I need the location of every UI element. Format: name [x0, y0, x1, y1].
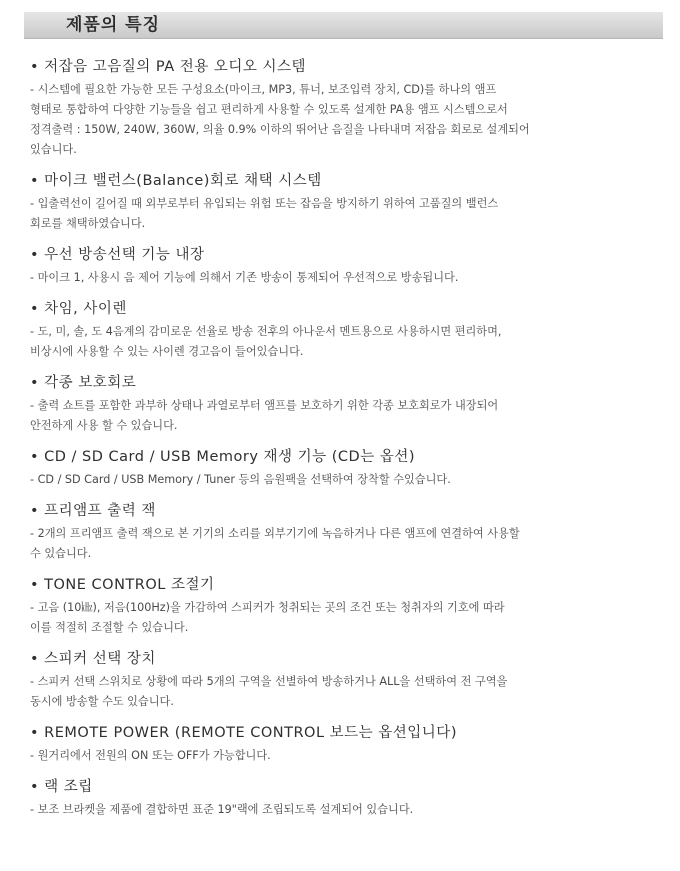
- feature-title: • 우선 방송선택 기능 내장: [30, 247, 205, 263]
- feature-description-line: - 보조 브라켓을 제품에 결합하면 표준 19"랙에 조립되도록 설계되어 있습니다.: [30, 803, 414, 816]
- section-header-bar: [24, 12, 663, 39]
- feature-description-line: 동시에 방송할 수도 있습니다.: [30, 695, 174, 708]
- section-spacer: [30, 638, 666, 648]
- feature-description-line: 이를 적절히 조절할 수 있습니다.: [30, 621, 189, 634]
- feature-title: • 마이크 밸런스(Balance)회로 채택 시스템: [30, 173, 322, 189]
- feature-description-line: 있습니다.: [30, 143, 77, 156]
- feature-list: [30, 56, 666, 820]
- page-title: 제품의 특징: [66, 15, 161, 35]
- feature-description-line: - 마이크 1, 사용시 음 제어 기능에 의해서 기존 방송이 통제되어 우선적으로 방송됩니다.: [30, 271, 459, 284]
- feature-title: • 각종 보호회로: [30, 375, 137, 391]
- feature-description-line: 정격출력 : 150W, 240W, 360W, 의율 0.9% 이하의 뛰어난 음질을 나타내며 저잡음 회로로 설계되어: [30, 123, 530, 136]
- feature-section: [30, 446, 666, 490]
- feature-title: • REMOTE POWER (REMOTE CONTROL 보드는 옵션입니다): [30, 725, 457, 741]
- section-spacer: [30, 160, 666, 170]
- feature-section: [30, 500, 666, 564]
- feature-title: • CD / SD Card / USB Memory 재생 기능 (CD는 옵션): [30, 449, 415, 465]
- feature-section: [30, 170, 666, 234]
- feature-description-line: 회로를 채택하였습니다.: [30, 217, 146, 230]
- feature-section: [30, 244, 666, 288]
- section-spacer: [30, 436, 666, 446]
- feature-section: [30, 56, 666, 160]
- feature-title: • 스피커 선택 장치: [30, 651, 156, 667]
- feature-section: [30, 648, 666, 712]
- feature-description-line: 수 있습니다.: [30, 547, 92, 560]
- feature-description-line: 형태로 통합하여 다양한 기능들을 쉽고 편리하게 사용할 수 있도록 설계한 PA용 앰프 시스템으로서: [30, 103, 508, 116]
- feature-description-line: - 스피커 선택 스위치로 상황에 따라 5개의 구역을 선별하여 방송하거나 ALL을 선택하여 전 구역을: [30, 675, 508, 688]
- feature-description-line: - 고음 (10㎑), 저음(100Hz)을 가감하여 스피커가 청취되는 곳의 조건 또는 청취자의 기호에 따라: [30, 601, 505, 614]
- section-spacer: [30, 288, 666, 298]
- feature-section: [30, 372, 666, 436]
- section-spacer: [30, 564, 666, 574]
- feature-description-line: - 출력 쇼트를 포함한 과부하 상태나 과열로부터 앰프를 보호하기 위한 각종 보호회로가 내장되어: [30, 399, 499, 412]
- feature-title: • 저잡음 고음질의 PA 전용 오디오 시스템: [30, 59, 307, 75]
- feature-title: • 프리앰프 출력 잭: [30, 503, 156, 519]
- section-spacer: [30, 362, 666, 372]
- feature-description-line: - 시스템에 필요한 가능한 모든 구성요소(마이크, MP3, 튜너, 보조입력 장치, CD)를 하나의 앰프: [30, 83, 497, 96]
- feature-title: • 차임, 사이렌: [30, 301, 127, 317]
- feature-section: [30, 722, 666, 766]
- feature-description-line: - 원거리에서 전원의 ON 또는 OFF가 가능합니다.: [30, 749, 271, 762]
- feature-section: [30, 298, 666, 362]
- feature-description-line: - CD / SD Card / USB Memory / Tuner 등의 음원팩을 선택하여 장착할 수있습니다.: [30, 473, 451, 486]
- feature-description-line: - 입출력선이 길어질 때 외부로부터 유입되는 위험 또는 잡음을 방지하기 위하여 고품질의 밸런스: [30, 197, 499, 210]
- feature-description-line: - 2개의 프리앰프 출력 잭으로 본 기기의 소리를 외부기기에 녹음하거나 다른 앰프에 연결하여 사용할: [30, 527, 520, 540]
- feature-description-line: - 도, 미, 솔, 도 4음계의 감미로운 선율로 방송 전후의 아나운서 멘트용으로 사용하시면 편리하며,: [30, 325, 502, 338]
- section-spacer: [30, 766, 666, 776]
- section-spacer: [30, 234, 666, 244]
- feature-section: [30, 776, 666, 820]
- feature-title: • TONE CONTROL 조절기: [30, 577, 215, 593]
- section-spacer: [30, 490, 666, 500]
- feature-title: • 랙 조립: [30, 779, 93, 795]
- feature-section: [30, 574, 666, 638]
- section-spacer: [30, 712, 666, 722]
- feature-description-line: 비상시에 사용할 수 있는 사이렌 경고음이 들어있습니다.: [30, 345, 304, 358]
- feature-description-line: 안전하게 사용 할 수 있습니다.: [30, 419, 178, 432]
